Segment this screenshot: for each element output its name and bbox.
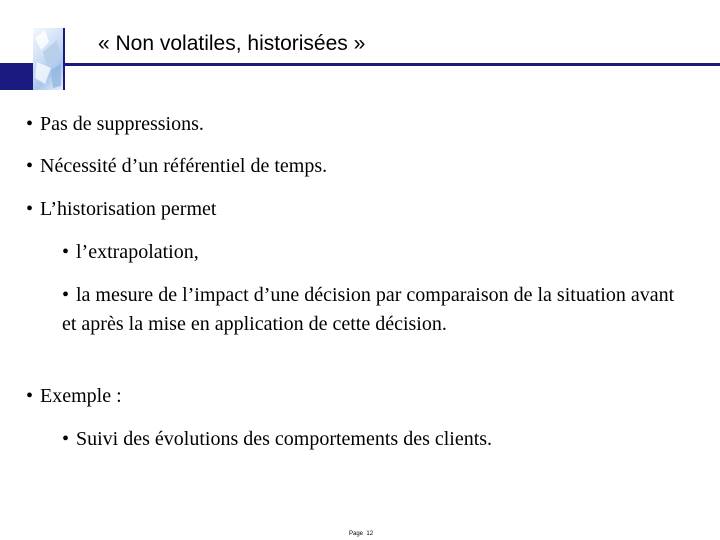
bullet-dot: •: [62, 284, 70, 306]
bullet-text: Exemple :: [40, 385, 122, 407]
bullet-dot: •: [26, 198, 34, 220]
bullet-text: Suivi des évolutions des comportements des clients.: [76, 428, 493, 450]
title-underline: [0, 63, 720, 66]
page-label: Page: [349, 531, 364, 537]
bullet-dot: •: [26, 155, 34, 177]
sub-bullet-item: [62, 238, 199, 266]
bullet-dot: •: [62, 241, 70, 263]
logo-image: [33, 28, 65, 90]
page-number: [349, 531, 373, 537]
bullet-item: [26, 382, 122, 410]
sub-bullet-item: [62, 425, 492, 453]
slide-title: « Non volatiles, historisées »: [98, 32, 366, 55]
bullet-item: [26, 152, 327, 180]
bullet-dot: •: [62, 428, 70, 450]
bullet-text: l’extrapolation,: [76, 241, 199, 263]
sub-bullet-item: [62, 281, 682, 339]
bullet-text: la mesure de l’impact d’une décision par comparaison de la situation avant et après la mise en application de cette décision.: [62, 284, 675, 335]
page-value: 12: [366, 531, 374, 537]
bullet-dot: •: [26, 113, 34, 135]
bullet-text: Pas de suppressions.: [40, 113, 204, 135]
bullet-text: L’historisation permet: [40, 198, 217, 220]
bullet-text: Nécessité d’un référentiel de temps.: [40, 155, 328, 177]
bullet-item: [26, 195, 216, 223]
title-bar-accent: [0, 63, 34, 90]
bullet-item: [26, 110, 204, 138]
bullet-dot: •: [26, 385, 34, 407]
